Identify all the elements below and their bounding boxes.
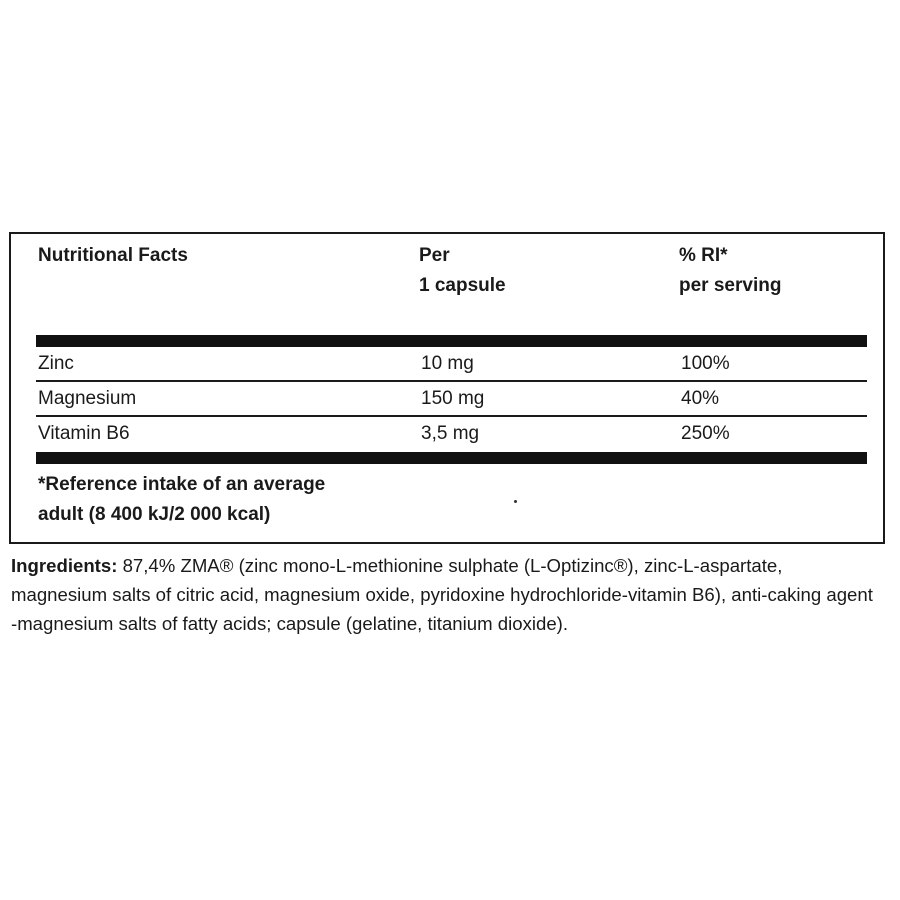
header-ri-per-serving: % RI* per serving — [679, 245, 782, 296]
nutrient-name: Magnesium — [38, 388, 137, 409]
nutrient-amount: 10 mg — [421, 353, 474, 374]
nutrient-ri: 100% — [681, 353, 730, 374]
ingredients-paragraph — [11, 551, 881, 638]
nutrient-ri: 40% — [681, 388, 720, 409]
table-top-divider — [36, 335, 867, 347]
stray-dot — [514, 500, 517, 503]
nutrient-ri: 250% — [681, 423, 730, 444]
nutrition-facts-panel — [9, 232, 885, 544]
table-row-magnesium — [36, 382, 867, 417]
nutrient-name: Vitamin B6 — [38, 423, 130, 444]
header-per-capsule: Per 1 capsule — [419, 245, 506, 296]
nutrient-name: Zinc — [38, 353, 74, 374]
table-row-zinc — [36, 347, 867, 382]
table-row-vitamin-b6 — [36, 417, 867, 452]
nutrient-amount: 3,5 mg — [421, 423, 480, 444]
reference-intake-footnote: *Reference intake of an average adult (8 400 kJ/2 000 kcal) — [38, 474, 326, 525]
table-bottom-divider — [36, 452, 867, 464]
ingredients-label: Ingredients: — [11, 555, 118, 576]
nutrient-amount: 150 mg — [421, 388, 485, 409]
header-nutritional-facts: Nutritional Facts — [38, 245, 188, 266]
nutrient-rows — [36, 347, 867, 452]
ingredients-text: 87,4% ZMA® (zinc mono-L-methionine sulphate (L-Optizinc®), zinc-L-aspartate, magnesium salts of citric acid, magnesium oxide, pyridoxine hydrochloride-vitamin B6), anti-caking agent -magnesium salts of fatty acids; capsule (gelatine, titanium dioxide). — [11, 555, 873, 634]
